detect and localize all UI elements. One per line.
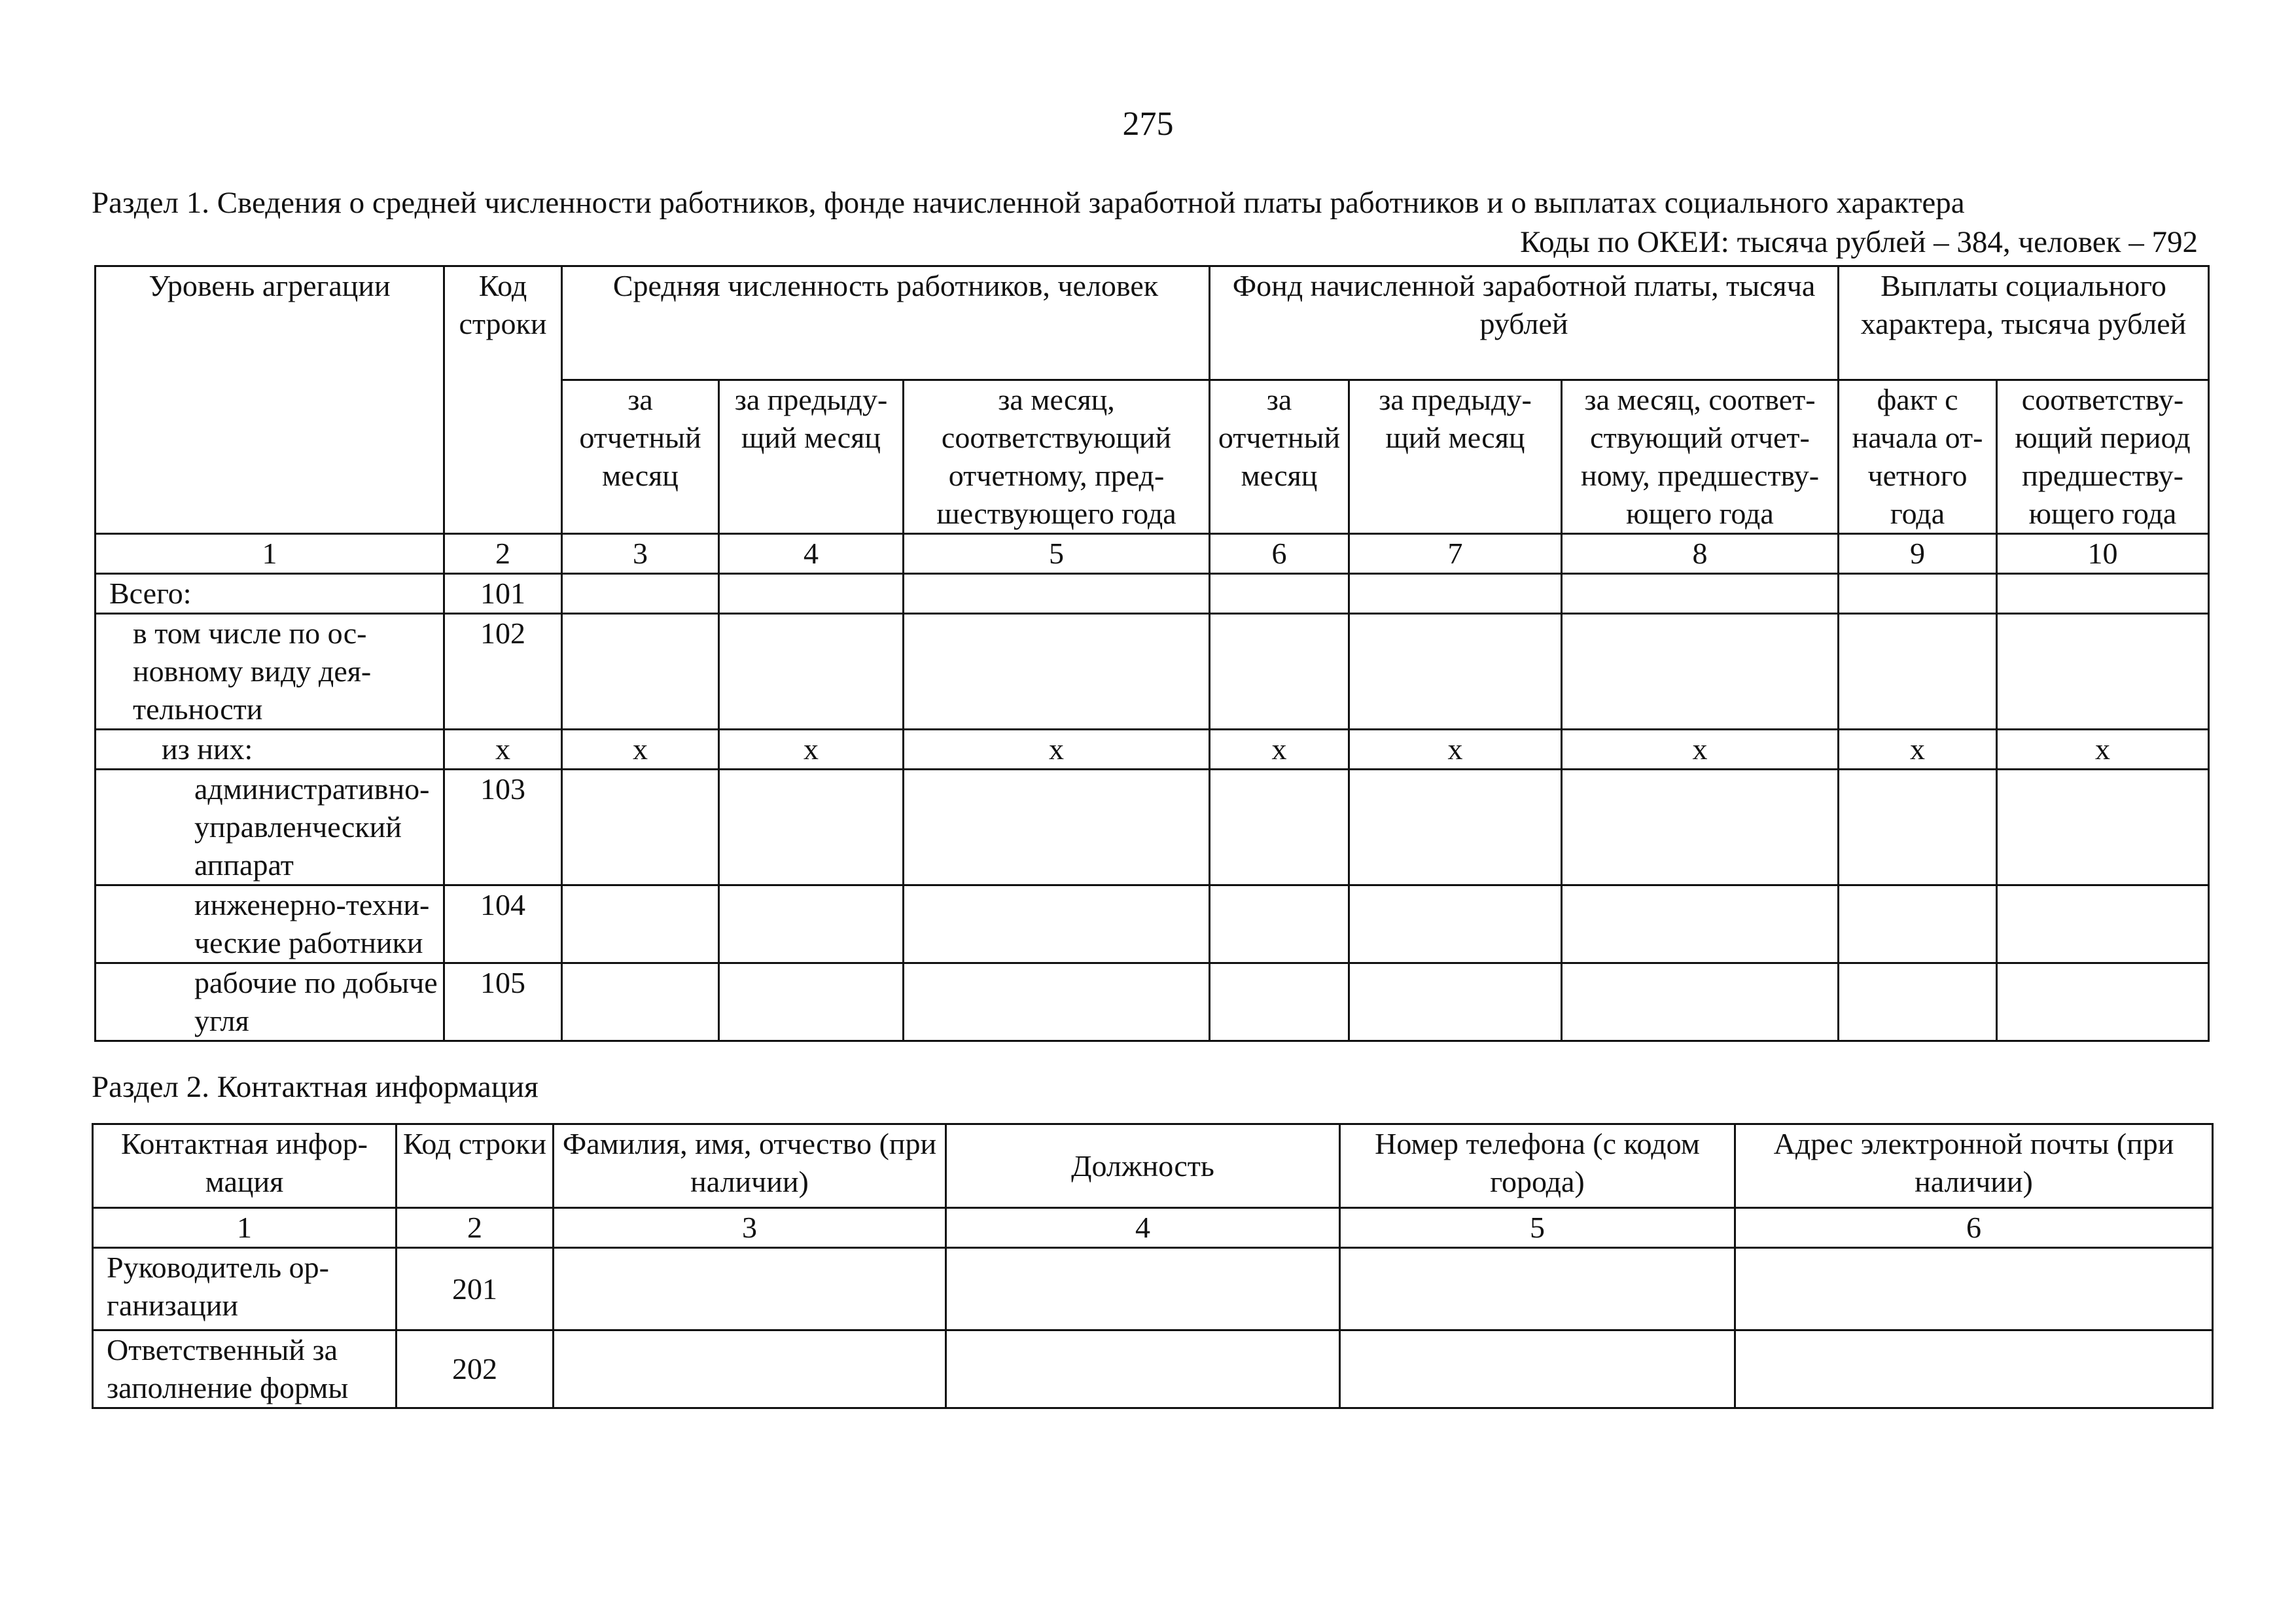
section2-title: Раздел 2. Контактная информация	[92, 1070, 539, 1104]
table-row	[96, 614, 2209, 730]
data-cell	[1210, 963, 1349, 1041]
row-code: x	[444, 730, 562, 770]
row-code: 201	[397, 1248, 554, 1330]
data-cell	[1210, 614, 1349, 730]
row-code: 101	[444, 574, 562, 614]
data-cell	[904, 885, 1210, 963]
data-cell	[1210, 885, 1349, 963]
data-cell	[904, 574, 1210, 614]
data-cell	[1839, 614, 1997, 730]
subheader: за предыду-щий месяц	[719, 380, 904, 534]
data-cell	[904, 963, 1210, 1041]
data-cell	[1210, 770, 1349, 885]
row-code: 103	[444, 770, 562, 885]
data-cell	[1562, 963, 1839, 1041]
data-cell	[1997, 614, 2209, 730]
data-cell	[1735, 1330, 2213, 1408]
data-cell	[1997, 574, 2209, 614]
header-level: Уровень агрегации	[96, 266, 444, 534]
row-label: рабочие по добыче угля	[96, 963, 444, 1041]
x-mark: x	[719, 730, 904, 770]
table-row	[93, 1248, 2213, 1330]
x-mark: x	[562, 730, 719, 770]
data-cell	[946, 1330, 1340, 1408]
row-code: 105	[444, 963, 562, 1041]
section2-table	[92, 1123, 2214, 1409]
row-label: в том числе по ос-новному виду дея-тельности	[96, 614, 444, 730]
column-number: 6	[1210, 534, 1349, 574]
data-cell	[554, 1330, 946, 1408]
column-number: 4	[946, 1208, 1340, 1248]
header-code: Код строки	[397, 1124, 554, 1208]
x-mark: x	[1839, 730, 1997, 770]
data-cell	[1735, 1248, 2213, 1330]
column-number: 2	[397, 1208, 554, 1248]
row-code: 202	[397, 1330, 554, 1408]
column-numbers-row	[93, 1208, 2213, 1248]
column-number: 3	[554, 1208, 946, 1248]
data-cell	[1839, 885, 1997, 963]
x-mark: x	[1562, 730, 1839, 770]
table-row	[96, 770, 2209, 885]
table-row	[96, 730, 2209, 770]
section1-title: Раздел 1. Сведения о средней численности работников, фонде начисленной заработной платы работников и о выплатах социального характера	[92, 186, 1965, 220]
column-number: 10	[1997, 534, 2209, 574]
subheader: за отчетный месяц	[562, 380, 719, 534]
header-avg-count: Средняя численность работников, человек	[562, 266, 1210, 380]
subheader: факт с начала от-четного года	[1839, 380, 1997, 534]
data-cell	[554, 1248, 946, 1330]
row-label: Ответственный за заполнение формы	[93, 1330, 397, 1408]
column-number: 5	[1340, 1208, 1735, 1248]
subheader: за отчетный месяц	[1210, 380, 1349, 534]
page-number: 275	[1122, 105, 1174, 143]
data-cell	[1340, 1330, 1735, 1408]
row-label: административно-управленческий аппарат	[96, 770, 444, 885]
column-numbers-row	[96, 534, 2209, 574]
data-cell	[1210, 574, 1349, 614]
x-mark: x	[904, 730, 1210, 770]
data-cell	[1997, 770, 2209, 885]
column-number: 9	[1839, 534, 1997, 574]
subheader: за месяц, соответствующий отчетному, пред-шествующего года	[904, 380, 1210, 534]
data-cell	[1997, 885, 2209, 963]
data-cell	[1562, 885, 1839, 963]
data-cell	[1349, 770, 1562, 885]
x-mark: x	[1997, 730, 2209, 770]
data-cell	[562, 574, 719, 614]
header-social-payments: Выплаты социального характера, тысяча рублей	[1839, 266, 2209, 380]
column-number: 6	[1735, 1208, 2213, 1248]
row-label: Руководитель ор-ганизации	[93, 1248, 397, 1330]
x-mark: x	[1210, 730, 1349, 770]
data-cell	[719, 963, 904, 1041]
header-phone: Номер телефона (с кодом города)	[1340, 1124, 1735, 1208]
subheader: за месяц, соответ-ствующий отчет-ному, предшеству-ющего года	[1562, 380, 1839, 534]
data-cell	[1340, 1248, 1735, 1330]
table-row	[96, 885, 2209, 963]
data-cell	[719, 770, 904, 885]
data-cell	[1562, 574, 1839, 614]
row-label: Всего:	[96, 574, 444, 614]
data-cell	[719, 574, 904, 614]
data-cell	[1349, 614, 1562, 730]
data-cell	[904, 770, 1210, 885]
column-number: 4	[719, 534, 904, 574]
row-code: 104	[444, 885, 562, 963]
data-cell	[1562, 770, 1839, 885]
data-cell	[562, 885, 719, 963]
column-number: 1	[96, 534, 444, 574]
column-number: 7	[1349, 534, 1562, 574]
data-cell	[1349, 574, 1562, 614]
table-row	[96, 574, 2209, 614]
subheader: соответству-ющий период предшеству-ющего года	[1997, 380, 2209, 534]
row-label: инженерно-техни-ческие работники	[96, 885, 444, 963]
column-number: 3	[562, 534, 719, 574]
okei-codes: Коды по ОКЕИ: тысяча рублей – 384, человек – 792	[1520, 225, 2198, 259]
data-cell	[719, 614, 904, 730]
section1-table	[94, 265, 2210, 1042]
data-cell	[1562, 614, 1839, 730]
header-position: Должность	[946, 1124, 1340, 1208]
row-label: из них:	[96, 730, 444, 770]
data-cell	[1349, 885, 1562, 963]
table-row	[93, 1330, 2213, 1408]
column-number: 2	[444, 534, 562, 574]
data-cell	[904, 614, 1210, 730]
header-wage-fund: Фонд начисленной заработной платы, тысяча рублей	[1210, 266, 1839, 380]
column-number: 5	[904, 534, 1210, 574]
data-cell	[1349, 963, 1562, 1041]
row-code: 102	[444, 614, 562, 730]
subheader: за предыду-щий месяц	[1349, 380, 1562, 534]
header-code: Код строки	[444, 266, 562, 534]
data-cell	[946, 1248, 1340, 1330]
data-cell	[1839, 574, 1997, 614]
data-cell	[719, 885, 904, 963]
data-cell	[562, 770, 719, 885]
x-mark: x	[1349, 730, 1562, 770]
data-cell	[562, 963, 719, 1041]
header-email: Адрес электронной почты (при наличии)	[1735, 1124, 2213, 1208]
data-cell	[1839, 770, 1997, 885]
data-cell	[1997, 963, 2209, 1041]
column-number: 1	[93, 1208, 397, 1248]
table-row	[96, 963, 2209, 1041]
data-cell	[562, 614, 719, 730]
header-contact: Контактная инфор-мация	[93, 1124, 397, 1208]
header-full-name: Фамилия, имя, отчество (при наличии)	[554, 1124, 946, 1208]
data-cell	[1839, 963, 1997, 1041]
column-number: 8	[1562, 534, 1839, 574]
